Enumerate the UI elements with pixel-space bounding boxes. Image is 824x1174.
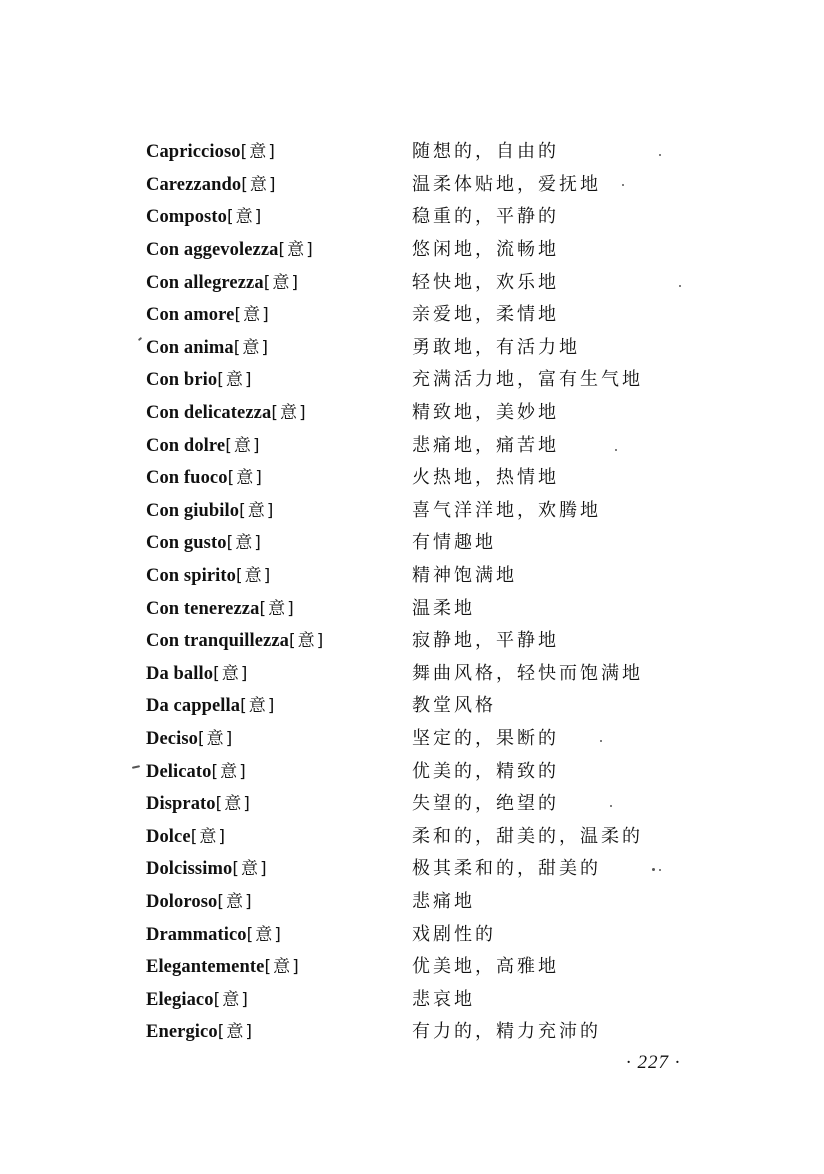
entry-term	[146, 398, 412, 424]
glossary-entry	[146, 623, 706, 656]
language-tag: [意]	[217, 891, 254, 912]
glossary-entry	[146, 525, 706, 558]
term-word: Doloroso	[146, 891, 218, 912]
entry-meaning: 温柔地	[412, 597, 475, 619]
entry-term	[146, 268, 412, 294]
glossary-entry	[146, 330, 706, 363]
entry-meaning: 极其柔和的，甜美的	[412, 858, 601, 880]
glossary-entry	[146, 493, 706, 526]
term-word: Composto	[146, 207, 227, 228]
entry-meaning: 教堂风格	[412, 695, 496, 717]
term-word: Elegantemente	[146, 957, 265, 978]
language-tag: [意]	[211, 761, 248, 782]
glossary-entry	[146, 851, 706, 884]
term-word: Carezzando	[146, 174, 242, 195]
term-word: Delicato	[146, 761, 212, 782]
entry-term	[146, 365, 412, 391]
glossary-entry	[146, 395, 706, 428]
language-tag: [意]	[240, 696, 277, 717]
entry-meaning: 悲痛地	[412, 890, 475, 912]
glossary-entry	[146, 460, 706, 493]
entry-meaning: 勇敢地，有活力地	[412, 336, 580, 358]
scan-speck	[132, 765, 140, 769]
entry-meaning: 失望的，绝望的	[412, 793, 559, 815]
entry-meaning: 悲痛地，痛苦地	[412, 434, 559, 456]
glossary-entry	[146, 916, 706, 949]
entry-term	[146, 854, 412, 880]
glossary-entry	[146, 297, 706, 330]
glossary-entry	[146, 884, 706, 917]
entry-meaning: 寂静地，平静地	[412, 630, 559, 652]
scan-speck	[615, 449, 617, 451]
glossary-entry	[146, 721, 706, 754]
language-tag: [意]	[233, 337, 271, 358]
language-tag: [意]	[190, 826, 227, 847]
term-word: Energico	[146, 1022, 218, 1043]
language-tag: [意]	[227, 468, 264, 489]
entry-meaning: 亲爱地，柔情地	[412, 304, 559, 326]
entry-term	[146, 789, 412, 815]
entry-term	[146, 235, 412, 261]
scan-speck	[652, 868, 655, 871]
entry-meaning: 充满活力地，富有生气地	[412, 369, 643, 391]
term-word: Capriccioso	[146, 142, 241, 163]
term-word: Da ballo	[146, 663, 214, 684]
glossary-entry	[146, 981, 706, 1014]
entry-term	[146, 985, 412, 1011]
entry-term	[146, 626, 412, 652]
term-word: Disprato	[146, 794, 216, 815]
language-tag: [意]	[215, 794, 252, 815]
glossary-entry	[146, 167, 706, 200]
glossary-entry	[146, 656, 706, 689]
entry-term	[146, 1017, 412, 1043]
entry-term	[146, 300, 412, 326]
entry-meaning: 优美地，高雅地	[412, 956, 559, 978]
scan-speck	[622, 184, 624, 186]
entry-meaning: 精神饱满地	[412, 565, 517, 587]
glossary-list	[146, 134, 706, 1047]
term-word: Dolcissimo	[146, 859, 233, 880]
entry-meaning: 火热地，热情地	[412, 467, 559, 489]
term-word: Deciso	[146, 728, 198, 749]
language-tag: [意]	[217, 1022, 254, 1043]
glossary-entry	[146, 199, 706, 232]
language-tag: [意]	[213, 663, 250, 684]
entry-term	[146, 757, 412, 783]
language-tag: [意]	[232, 859, 269, 880]
entry-term	[146, 594, 412, 620]
page-number: · 227 ·	[626, 1052, 681, 1073]
term-word: Con tenerezza	[146, 598, 260, 619]
entry-meaning: 温柔体贴地，爱抚地	[412, 173, 601, 195]
entry-term	[146, 691, 412, 717]
entry-term	[146, 431, 412, 457]
language-tag: [意]	[263, 272, 300, 293]
term-word: Con amore	[146, 305, 235, 326]
language-tag: [意]	[236, 566, 273, 587]
scan-speck	[659, 154, 661, 156]
language-tag: [意]	[225, 435, 262, 456]
entry-meaning: 随想的，自由的	[412, 141, 559, 163]
term-word: Con dolre	[146, 435, 226, 456]
language-tag: [意]	[240, 142, 277, 163]
language-tag: [意]	[246, 924, 283, 945]
entry-meaning: 优美的，精致的	[412, 760, 559, 782]
language-tag: [意]	[226, 207, 264, 228]
glossary-entry	[146, 427, 706, 460]
language-tag: [意]	[213, 989, 250, 1010]
entry-meaning: 轻快地，欢乐地	[412, 271, 559, 293]
term-word: Da cappella	[146, 696, 241, 717]
entry-meaning: 悠闲地，流畅地	[412, 239, 559, 261]
glossary-entry	[146, 786, 706, 819]
language-tag: [意]	[239, 500, 276, 521]
entry-meaning: 稳重的，平静的	[412, 206, 559, 228]
glossary-entry	[146, 264, 706, 297]
scan-speck	[138, 337, 142, 341]
term-word: Con fuoco	[146, 468, 228, 489]
glossary-entry	[146, 362, 706, 395]
term-word: Con aggevolezza	[146, 240, 279, 261]
term-word: Con allegrezza	[146, 272, 264, 293]
entry-meaning: 坚定的，果断的	[412, 727, 559, 749]
entry-meaning: 舞曲风格，轻快而饱满地	[412, 662, 643, 684]
entry-meaning: 喜气洋洋地，欢腾地	[412, 499, 601, 521]
term-word: Con gusto	[146, 533, 227, 554]
glossary-entry	[146, 818, 706, 851]
scan-speck	[659, 869, 661, 871]
entry-term	[146, 659, 412, 685]
entry-term	[146, 496, 412, 522]
term-word: Dolce	[146, 826, 191, 847]
language-tag: [意]	[197, 728, 235, 749]
scan-speck	[679, 285, 681, 287]
entry-term	[146, 528, 412, 554]
term-word: Con delicatezza	[146, 403, 272, 424]
glossary-entry	[146, 688, 706, 721]
glossary-entry	[146, 232, 706, 265]
entry-meaning: 柔和的，甜美的，温柔的	[412, 825, 643, 847]
glossary-entry	[146, 1014, 706, 1047]
entry-term	[146, 333, 412, 359]
language-tag: [意]	[264, 957, 301, 978]
language-tag: [意]	[259, 598, 296, 619]
term-word: Con giubilo	[146, 500, 240, 521]
entry-meaning: 悲哀地	[412, 988, 475, 1010]
entry-term	[146, 920, 412, 946]
entry-term	[146, 463, 412, 489]
glossary-entry	[146, 558, 706, 591]
language-tag: [意]	[217, 370, 254, 391]
entry-term	[146, 202, 412, 228]
entry-meaning: 有情趣地	[412, 532, 496, 554]
language-tag: [意]	[241, 174, 278, 195]
glossary-entry	[146, 949, 706, 982]
entry-meaning: 有力的，精力充沛的	[412, 1021, 601, 1043]
entry-meaning: 戏剧性的	[412, 923, 496, 945]
entry-term	[146, 952, 412, 978]
language-tag: [意]	[226, 533, 263, 554]
term-word: Con brio	[146, 370, 218, 391]
entry-term	[146, 561, 412, 587]
language-tag: [意]	[234, 305, 271, 326]
language-tag: [意]	[289, 631, 326, 652]
term-word: Drammatico	[146, 924, 247, 945]
term-word: Con tranquillezza	[146, 631, 290, 652]
entry-meaning: 精致地，美妙地	[412, 402, 559, 424]
entry-term	[146, 137, 412, 163]
entry-term	[146, 822, 412, 848]
term-word: Elegiaco	[146, 989, 214, 1010]
scan-speck	[610, 805, 612, 807]
glossary-entry	[146, 134, 706, 167]
glossary-entry	[146, 590, 706, 623]
term-word: Con spirito	[146, 566, 237, 587]
entry-term	[146, 724, 412, 750]
term-word: Con anima	[146, 337, 234, 358]
language-tag: [意]	[271, 403, 308, 424]
language-tag: [意]	[278, 240, 315, 261]
entry-term	[146, 170, 412, 196]
scan-speck	[600, 740, 602, 742]
entry-term	[146, 887, 412, 913]
glossary-entry	[146, 753, 706, 786]
